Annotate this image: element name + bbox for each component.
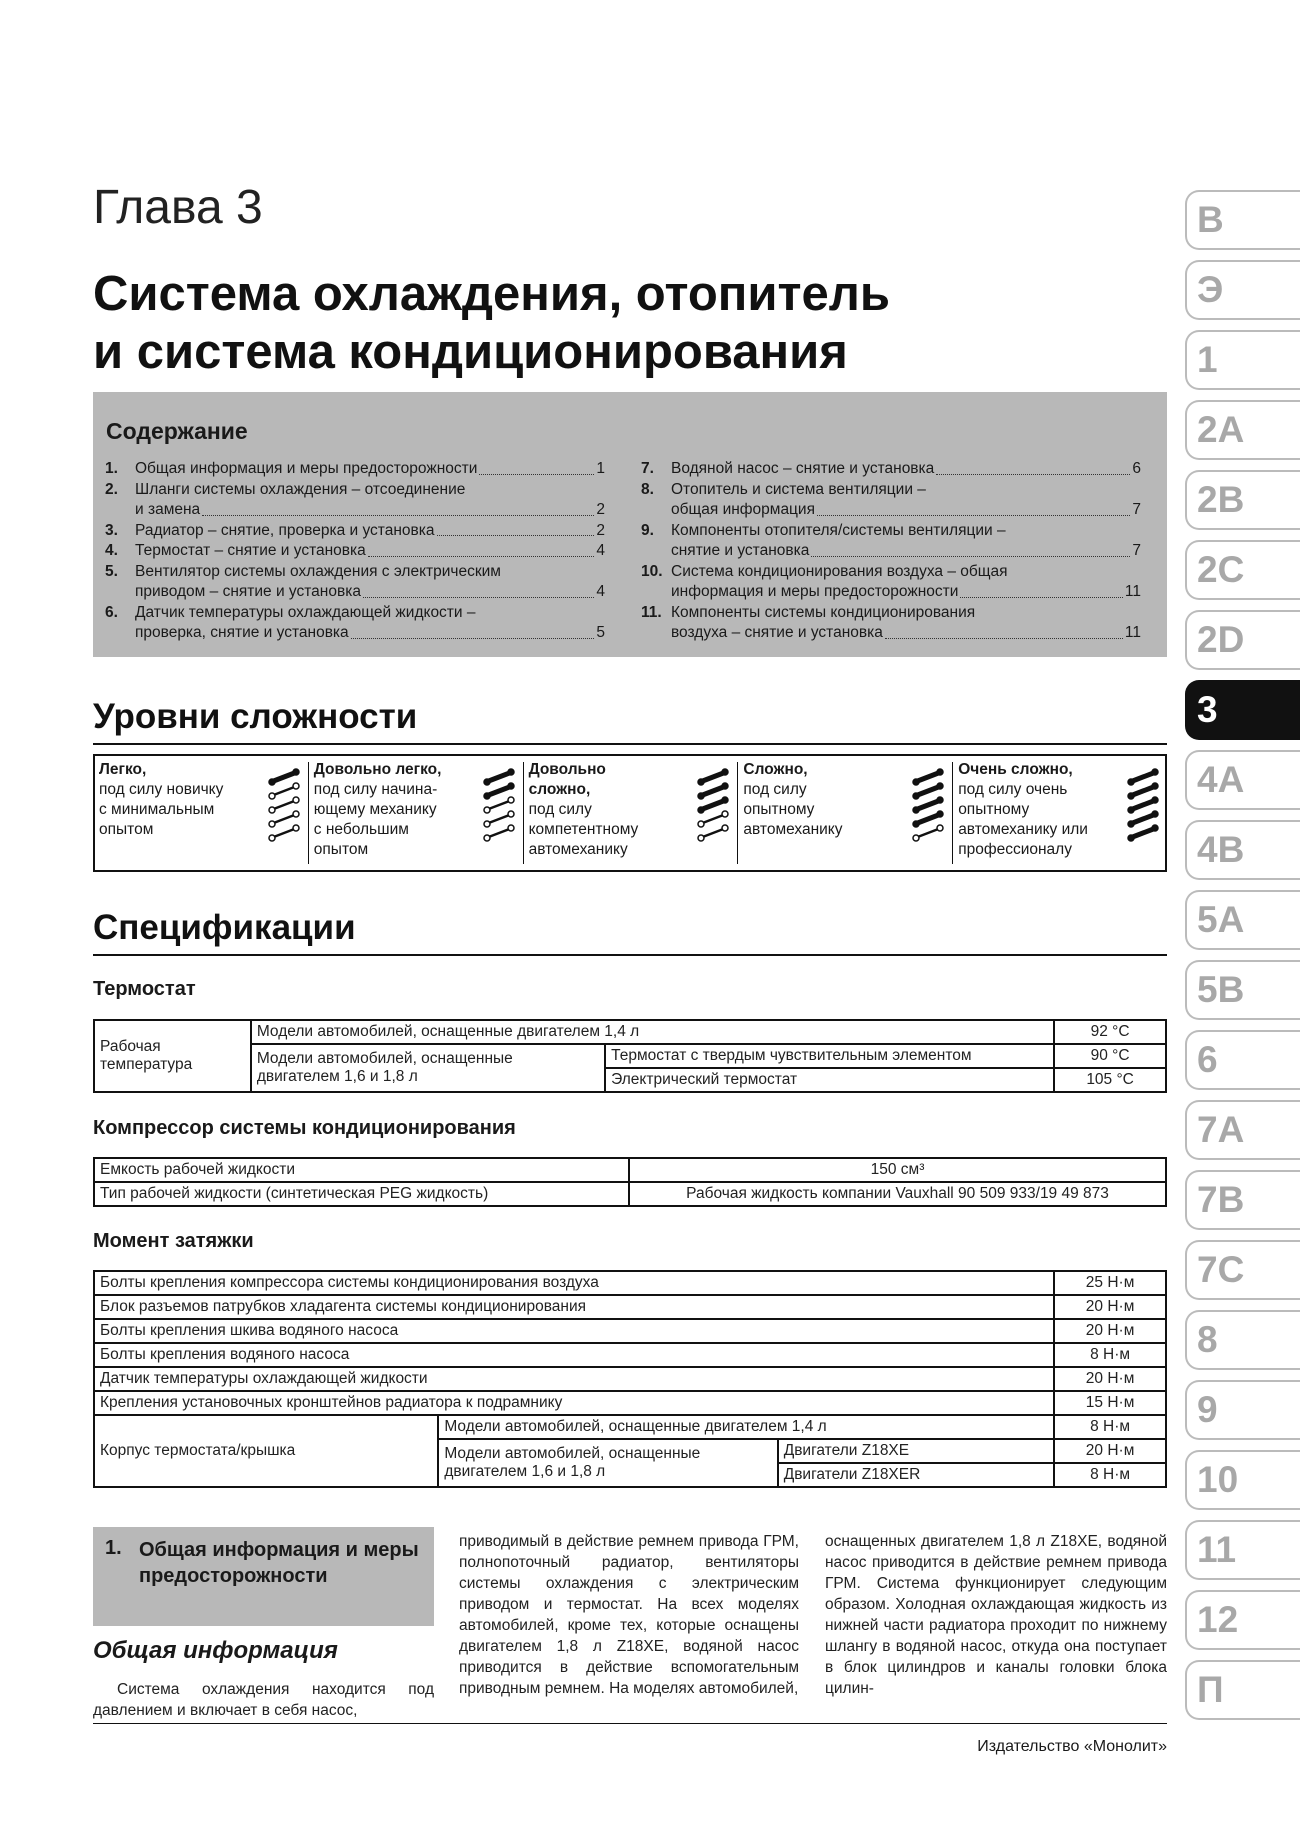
toc-line bbox=[135, 582, 605, 603]
thermostat-row3-value: 105 °C bbox=[1054, 1068, 1166, 1092]
toc-item-number: 4. bbox=[105, 542, 118, 559]
toc-item-text: Отопитель и система вентиляции – bbox=[671, 480, 926, 498]
chapter-tab-в[interactable]: В bbox=[1185, 190, 1300, 250]
difficulty-level-text: под силу bbox=[743, 781, 807, 798]
title-line-1: Система охлаждения, отопитель bbox=[93, 267, 891, 321]
toc-item bbox=[641, 603, 1141, 644]
difficulty-level bbox=[314, 760, 479, 866]
torque-row bbox=[94, 1271, 1166, 1295]
wrench-difficulty-icon bbox=[697, 768, 729, 842]
difficulty-level-title: Довольно bbox=[528, 761, 606, 778]
torque-row bbox=[94, 1343, 1166, 1367]
torque-label: Болты крепления водяного насоса bbox=[94, 1343, 1054, 1367]
specs-rule bbox=[93, 954, 1167, 956]
toc-leader-dots bbox=[817, 515, 1130, 516]
chapter-tab-2b[interactable]: 2B bbox=[1185, 470, 1300, 530]
section-1-number: 1. bbox=[105, 1537, 122, 1559]
toc-page-number: 4 bbox=[596, 583, 605, 600]
chapter-tab-5b[interactable]: 5B bbox=[1185, 960, 1300, 1020]
difficulty-level-text: с минимальным bbox=[99, 801, 215, 818]
chapter-tab-2c[interactable]: 2C bbox=[1185, 540, 1300, 600]
thermostat-heading: Термостат bbox=[93, 978, 196, 1000]
chapter-tab-э[interactable]: Э bbox=[1185, 260, 1300, 320]
difficulty-level-text: опытному bbox=[743, 801, 815, 818]
text-column-3: оснащенных двигателем 1,8 л Z18XE, водяной насос приводится в действие ремнем привода ГРМ. Система функционирует следующим образом. Холодная охлаждающая жидкость из нижней части радиатора проходит по нижнему шлангу в водяной насос, откуда она поступает в блок цилиндров и каналы головки блока цилин- bbox=[825, 1533, 1167, 1697]
toc-page-number: 1 bbox=[596, 460, 605, 477]
compressor-row bbox=[94, 1182, 1166, 1206]
toc-item-text: Общая информация и меры предосторожности bbox=[135, 460, 478, 477]
toc-line bbox=[671, 541, 1141, 562]
chapter-tab-8[interactable]: 8 bbox=[1185, 1310, 1300, 1370]
toc-item-number: 7. bbox=[641, 460, 654, 477]
toc-item-number: 3. bbox=[105, 521, 118, 539]
difficulty-level-text: профессионалу bbox=[958, 841, 1072, 858]
toc-page-number: 2 bbox=[596, 521, 605, 539]
toc-item-text: Компоненты системы кондиционирования bbox=[671, 603, 976, 621]
torque-housing-group: Модели автомобилей, оснащенные двигателем 1,6 и 1,8 л bbox=[438, 1439, 777, 1487]
difficulty-separator bbox=[308, 762, 309, 864]
toc-line bbox=[135, 603, 605, 624]
torque-row bbox=[94, 1415, 1166, 1439]
torque-row bbox=[94, 1367, 1166, 1391]
toc-line bbox=[671, 562, 1141, 583]
toc-line bbox=[135, 623, 605, 644]
torque-value: 15 Н·м bbox=[1054, 1391, 1166, 1415]
compressor-heading: Компрессор системы кондиционирования bbox=[93, 1117, 516, 1139]
torque-housing-row1-desc: Модели автомобилей, оснащенные двигателем 1,4 л bbox=[438, 1415, 1054, 1439]
chapter-tab-7c[interactable]: 7C bbox=[1185, 1240, 1300, 1300]
difficulty-level-text: опытному bbox=[958, 801, 1030, 818]
toc-item bbox=[105, 480, 605, 521]
toc-page-number: 5 bbox=[596, 624, 605, 641]
chapter-tab-1[interactable]: 1 bbox=[1185, 330, 1300, 390]
toc-item-text: Компоненты отопителя/системы вентиляции – bbox=[671, 521, 1006, 539]
toc-page-number: 7 bbox=[1132, 501, 1141, 518]
toc-item-text: воздуха – снятие и установка bbox=[671, 624, 883, 641]
chapter-tab-4b[interactable]: 4B bbox=[1185, 820, 1300, 880]
toc-item bbox=[105, 562, 605, 603]
toc-item-body bbox=[135, 459, 605, 480]
toc-leader-dots bbox=[363, 597, 594, 598]
toc-column-right bbox=[641, 459, 1141, 644]
compressor-value: 150 см³ bbox=[629, 1158, 1166, 1182]
toc-leader-dots bbox=[368, 556, 595, 557]
toc-leader-dots bbox=[936, 474, 1130, 475]
chapter-tab-2a[interactable]: 2A bbox=[1185, 400, 1300, 460]
torque-housing-row3-value: 8 Н·м bbox=[1054, 1463, 1166, 1487]
toc-item-body bbox=[671, 562, 1141, 603]
thermostat-group: Модели автомобилей, оснащенные двигателем 1,6 и 1,8 л bbox=[251, 1044, 605, 1092]
wrench-difficulty-icon bbox=[268, 768, 300, 842]
toc-line bbox=[671, 521, 1141, 542]
toc-item bbox=[105, 541, 605, 562]
torque-housing-row2-desc: Двигатели Z18XE bbox=[778, 1439, 1054, 1463]
toc-page-number: 4 bbox=[596, 542, 605, 559]
torque-label: Крепления установочных кронштейнов радиатора к подрамнику bbox=[94, 1391, 1054, 1415]
torque-value: 20 Н·м bbox=[1054, 1367, 1166, 1391]
toc-item-body bbox=[135, 521, 605, 542]
difficulty-level-text: ющему механику bbox=[313, 801, 437, 818]
thermostat-row2-value: 90 °C bbox=[1054, 1044, 1166, 1068]
toc-line bbox=[671, 603, 1141, 624]
toc-item-text: приводом – снятие и установка bbox=[135, 583, 361, 600]
toc-item bbox=[641, 562, 1141, 603]
toc-line bbox=[135, 480, 605, 501]
toc-item-text: Радиатор – снятие, проверка и установка bbox=[135, 521, 435, 539]
torque-table bbox=[93, 1270, 1167, 1488]
difficulty-levels bbox=[93, 754, 1167, 872]
toc-item bbox=[105, 521, 605, 542]
toc-line bbox=[135, 541, 605, 562]
toc-item-text: Вентилятор системы охлаждения с электрическим bbox=[135, 562, 501, 580]
chapter-tab-п[interactable]: П bbox=[1185, 1660, 1300, 1720]
toc-item-body bbox=[671, 603, 1141, 644]
torque-label: Болты крепления шкива водяного насоса bbox=[94, 1319, 1054, 1343]
torque-value: 20 Н·м bbox=[1054, 1295, 1166, 1319]
toc-item-number: 10. bbox=[641, 562, 663, 580]
text-column-2: приводимый в действие ремнем привода ГРМ, полнопоточный радиатор, вентиляторы системы охлаждения с электрическим приводом и термостат. На всех моделях автомобилей, кроме тех, которые оснащены двигателем 1,8 л Z18XE, водяной насос приводится в действие вспомогательным приводным ремнем. На моделях автомобилей, bbox=[459, 1533, 799, 1697]
compressor-value: Рабочая жидкость компании Vauxhall 90 509 933/19 49 873 bbox=[629, 1182, 1166, 1206]
thermostat-row1-value: 92 °C bbox=[1054, 1020, 1166, 1044]
toc-item-body bbox=[135, 541, 605, 562]
difficulty-level-text: автомеханику bbox=[743, 821, 843, 838]
chapter-tab-4a[interactable]: 4A bbox=[1185, 750, 1300, 810]
toc-page-number: 7 bbox=[1132, 542, 1141, 559]
torque-value: 20 Н·м bbox=[1054, 1319, 1166, 1343]
torque-housing-row3-desc: Двигатели Z18XER bbox=[778, 1463, 1054, 1487]
difficulty-level-title: Сложно, bbox=[743, 761, 808, 778]
section-1-subheading: Общая информация bbox=[93, 1637, 338, 1664]
section-1-box bbox=[93, 1527, 434, 1626]
toc-item-text: Шланги системы охлаждения – отсоединение bbox=[135, 480, 466, 498]
difficulty-level-text: опытом bbox=[99, 821, 154, 838]
toc-page-number: 6 bbox=[1132, 460, 1141, 477]
difficulty-level-text: под силу новичку bbox=[99, 781, 224, 798]
toc-item-text: информация и меры предосторожности bbox=[671, 583, 959, 600]
toc-line bbox=[671, 480, 1141, 501]
section-1-title: Общая информация и меры предосторожности bbox=[139, 1539, 419, 1587]
thermostat-row3-desc: Электрический термостат bbox=[605, 1068, 1054, 1092]
chapter-tab-11[interactable]: 11 bbox=[1185, 1520, 1300, 1580]
wrench-difficulty-icon bbox=[912, 768, 944, 842]
chapter-tab-3[interactable]: 3 bbox=[1185, 680, 1300, 740]
toc-leader-dots bbox=[960, 597, 1122, 598]
toc-page-number: 11 bbox=[1124, 583, 1141, 600]
torque-label: Болты крепления компрессора системы кондиционирования воздуха bbox=[94, 1271, 1054, 1295]
toc-line bbox=[135, 521, 605, 542]
toc-leader-dots bbox=[351, 638, 595, 639]
toc-item-body bbox=[671, 480, 1141, 521]
toc-leader-dots bbox=[811, 556, 1130, 557]
toc-item-number: 11. bbox=[641, 603, 662, 621]
toc-item-text: Термостат – снятие и установка bbox=[135, 542, 366, 559]
toc-item-text: и замена bbox=[135, 501, 201, 518]
torque-row bbox=[94, 1391, 1166, 1415]
torque-value: 8 Н·м bbox=[1054, 1343, 1166, 1367]
difficulty-level-title: Легко, bbox=[99, 761, 147, 778]
difficulty-level-title: сложно, bbox=[528, 781, 591, 798]
difficulty-level-text: под силу bbox=[528, 801, 592, 818]
chapter-tab-10[interactable]: 10 bbox=[1185, 1450, 1300, 1510]
thermostat-row1-desc: Модели автомобилей, оснащенные двигателем 1,4 л bbox=[251, 1020, 1054, 1044]
toc-item-text: Система кондиционирования воздуха – общая bbox=[671, 562, 1008, 580]
toc-item-number: 5. bbox=[105, 562, 118, 580]
difficulty-level bbox=[958, 760, 1123, 866]
compressor-label: Тип рабочей жидкости (синтетическая PEG жидкость) bbox=[94, 1182, 629, 1206]
difficulty-level-text: опытом bbox=[313, 841, 369, 858]
torque-housing-row2-value: 20 Н·м bbox=[1054, 1439, 1166, 1463]
compressor-label: Емкость рабочей жидкости bbox=[94, 1158, 629, 1182]
toc-leader-dots bbox=[202, 515, 594, 516]
torque-label: Блок разъемов патрубков хладагента системы кондиционирования bbox=[94, 1295, 1054, 1319]
torque-housing-label: Корпус термостата/крышка bbox=[94, 1415, 438, 1487]
page-title bbox=[93, 265, 890, 381]
toc-line bbox=[135, 562, 605, 583]
difficulty-separator bbox=[523, 762, 524, 864]
specs-heading: Спецификации bbox=[93, 908, 356, 947]
toc-line bbox=[671, 582, 1141, 603]
toc-item bbox=[641, 521, 1141, 562]
toc-item-number: 8. bbox=[641, 480, 654, 498]
toc-item-body bbox=[671, 521, 1141, 562]
compressor-row bbox=[94, 1158, 1166, 1182]
torque-row bbox=[94, 1319, 1166, 1343]
wrench-difficulty-icon bbox=[483, 768, 515, 842]
toc-leader-dots bbox=[885, 638, 1123, 639]
difficulty-level-text: автомеханику или bbox=[958, 821, 1088, 838]
difficulty-level-text: под силу начина- bbox=[313, 781, 438, 798]
thermostat-row2-desc: Термостат с твердым чувствительным элементом bbox=[605, 1044, 1054, 1068]
toc-item-body bbox=[135, 603, 605, 644]
torque-row bbox=[94, 1295, 1166, 1319]
torque-housing-row1-value: 8 Н·м bbox=[1054, 1415, 1166, 1439]
title-line-2: и система кондиционирования bbox=[93, 325, 848, 379]
chapter-tab-12[interactable]: 12 bbox=[1185, 1590, 1300, 1650]
toc-leader-dots bbox=[437, 535, 595, 536]
difficulty-level-title: Очень сложно, bbox=[958, 761, 1073, 778]
toc-leader-dots bbox=[479, 474, 594, 475]
torque-label: Датчик температуры охлаждающей жидкости bbox=[94, 1367, 1054, 1391]
toc-line bbox=[671, 459, 1141, 480]
toc-item-number: 2. bbox=[105, 480, 118, 498]
toc-item-body bbox=[135, 562, 605, 603]
difficulty-level bbox=[743, 760, 908, 866]
toc-page-number: 11 bbox=[1124, 624, 1141, 641]
toc-column-left bbox=[105, 459, 605, 644]
footer-rule bbox=[93, 1723, 1167, 1724]
toc-item-text: Датчик температуры охлаждающей жидкости – bbox=[135, 603, 476, 621]
toc-item-body bbox=[671, 459, 1141, 480]
thermostat-table bbox=[93, 1019, 1167, 1093]
toc-line bbox=[671, 623, 1141, 644]
publisher: Издательство «Монолит» bbox=[977, 1738, 1167, 1755]
torque-heading: Момент затяжки bbox=[93, 1230, 254, 1252]
torque-value: 25 Н·м bbox=[1054, 1271, 1166, 1295]
wrench-difficulty-icon bbox=[1127, 768, 1159, 842]
toc-page-number: 2 bbox=[596, 501, 605, 518]
toc-item bbox=[641, 459, 1141, 480]
difficulty-level-text: с небольшим bbox=[313, 821, 409, 838]
difficulty-separator bbox=[737, 762, 738, 864]
thermostat-label: Рабочая температура bbox=[94, 1020, 251, 1092]
difficulty-level-title: Довольно легко, bbox=[313, 761, 442, 778]
difficulty-heading: Уровни сложности bbox=[93, 697, 418, 736]
toc-item bbox=[105, 603, 605, 644]
toc-line bbox=[671, 500, 1141, 521]
difficulty-level-text: под силу очень bbox=[958, 781, 1068, 798]
chapter-label: Глава 3 bbox=[93, 181, 263, 234]
toc-line bbox=[135, 459, 605, 480]
toc-heading: Содержание bbox=[106, 418, 248, 444]
toc-item-text: проверка, снятие и установка bbox=[135, 624, 349, 641]
toc-item bbox=[105, 459, 605, 480]
toc-item-body bbox=[135, 480, 605, 521]
chapter-tab-6[interactable]: 6 bbox=[1185, 1030, 1300, 1090]
chapter-tab-9[interactable]: 9 bbox=[1185, 1380, 1300, 1440]
toc-line bbox=[135, 500, 605, 521]
toc-item-number: 6. bbox=[105, 603, 118, 621]
text-column-1: Система охлаждения находится под давлением и включает в себя насос, bbox=[93, 1681, 434, 1719]
difficulty-rule bbox=[93, 743, 1167, 745]
difficulty-level bbox=[99, 760, 264, 866]
toc-item-number: 9. bbox=[641, 521, 654, 539]
chapter-tab-7b[interactable]: 7B bbox=[1185, 1170, 1300, 1230]
toc-item-text: Водяной насос – снятие и установка bbox=[671, 460, 935, 477]
difficulty-separator bbox=[952, 762, 953, 864]
toc-item-text: снятие и установка bbox=[671, 542, 810, 559]
chapter-tab-7a[interactable]: 7A bbox=[1185, 1100, 1300, 1160]
table-of-contents bbox=[93, 392, 1167, 657]
compressor-table bbox=[93, 1157, 1167, 1207]
chapter-tab-2d[interactable]: 2D bbox=[1185, 610, 1300, 670]
chapter-tab-5a[interactable]: 5A bbox=[1185, 890, 1300, 950]
difficulty-level-text: компетентному bbox=[528, 821, 639, 838]
toc-item-number: 1. bbox=[105, 460, 118, 477]
difficulty-level-text: автомеханику bbox=[528, 841, 628, 858]
difficulty-level bbox=[529, 760, 694, 866]
toc-item bbox=[641, 480, 1141, 521]
toc-item-text: общая информация bbox=[671, 501, 815, 518]
